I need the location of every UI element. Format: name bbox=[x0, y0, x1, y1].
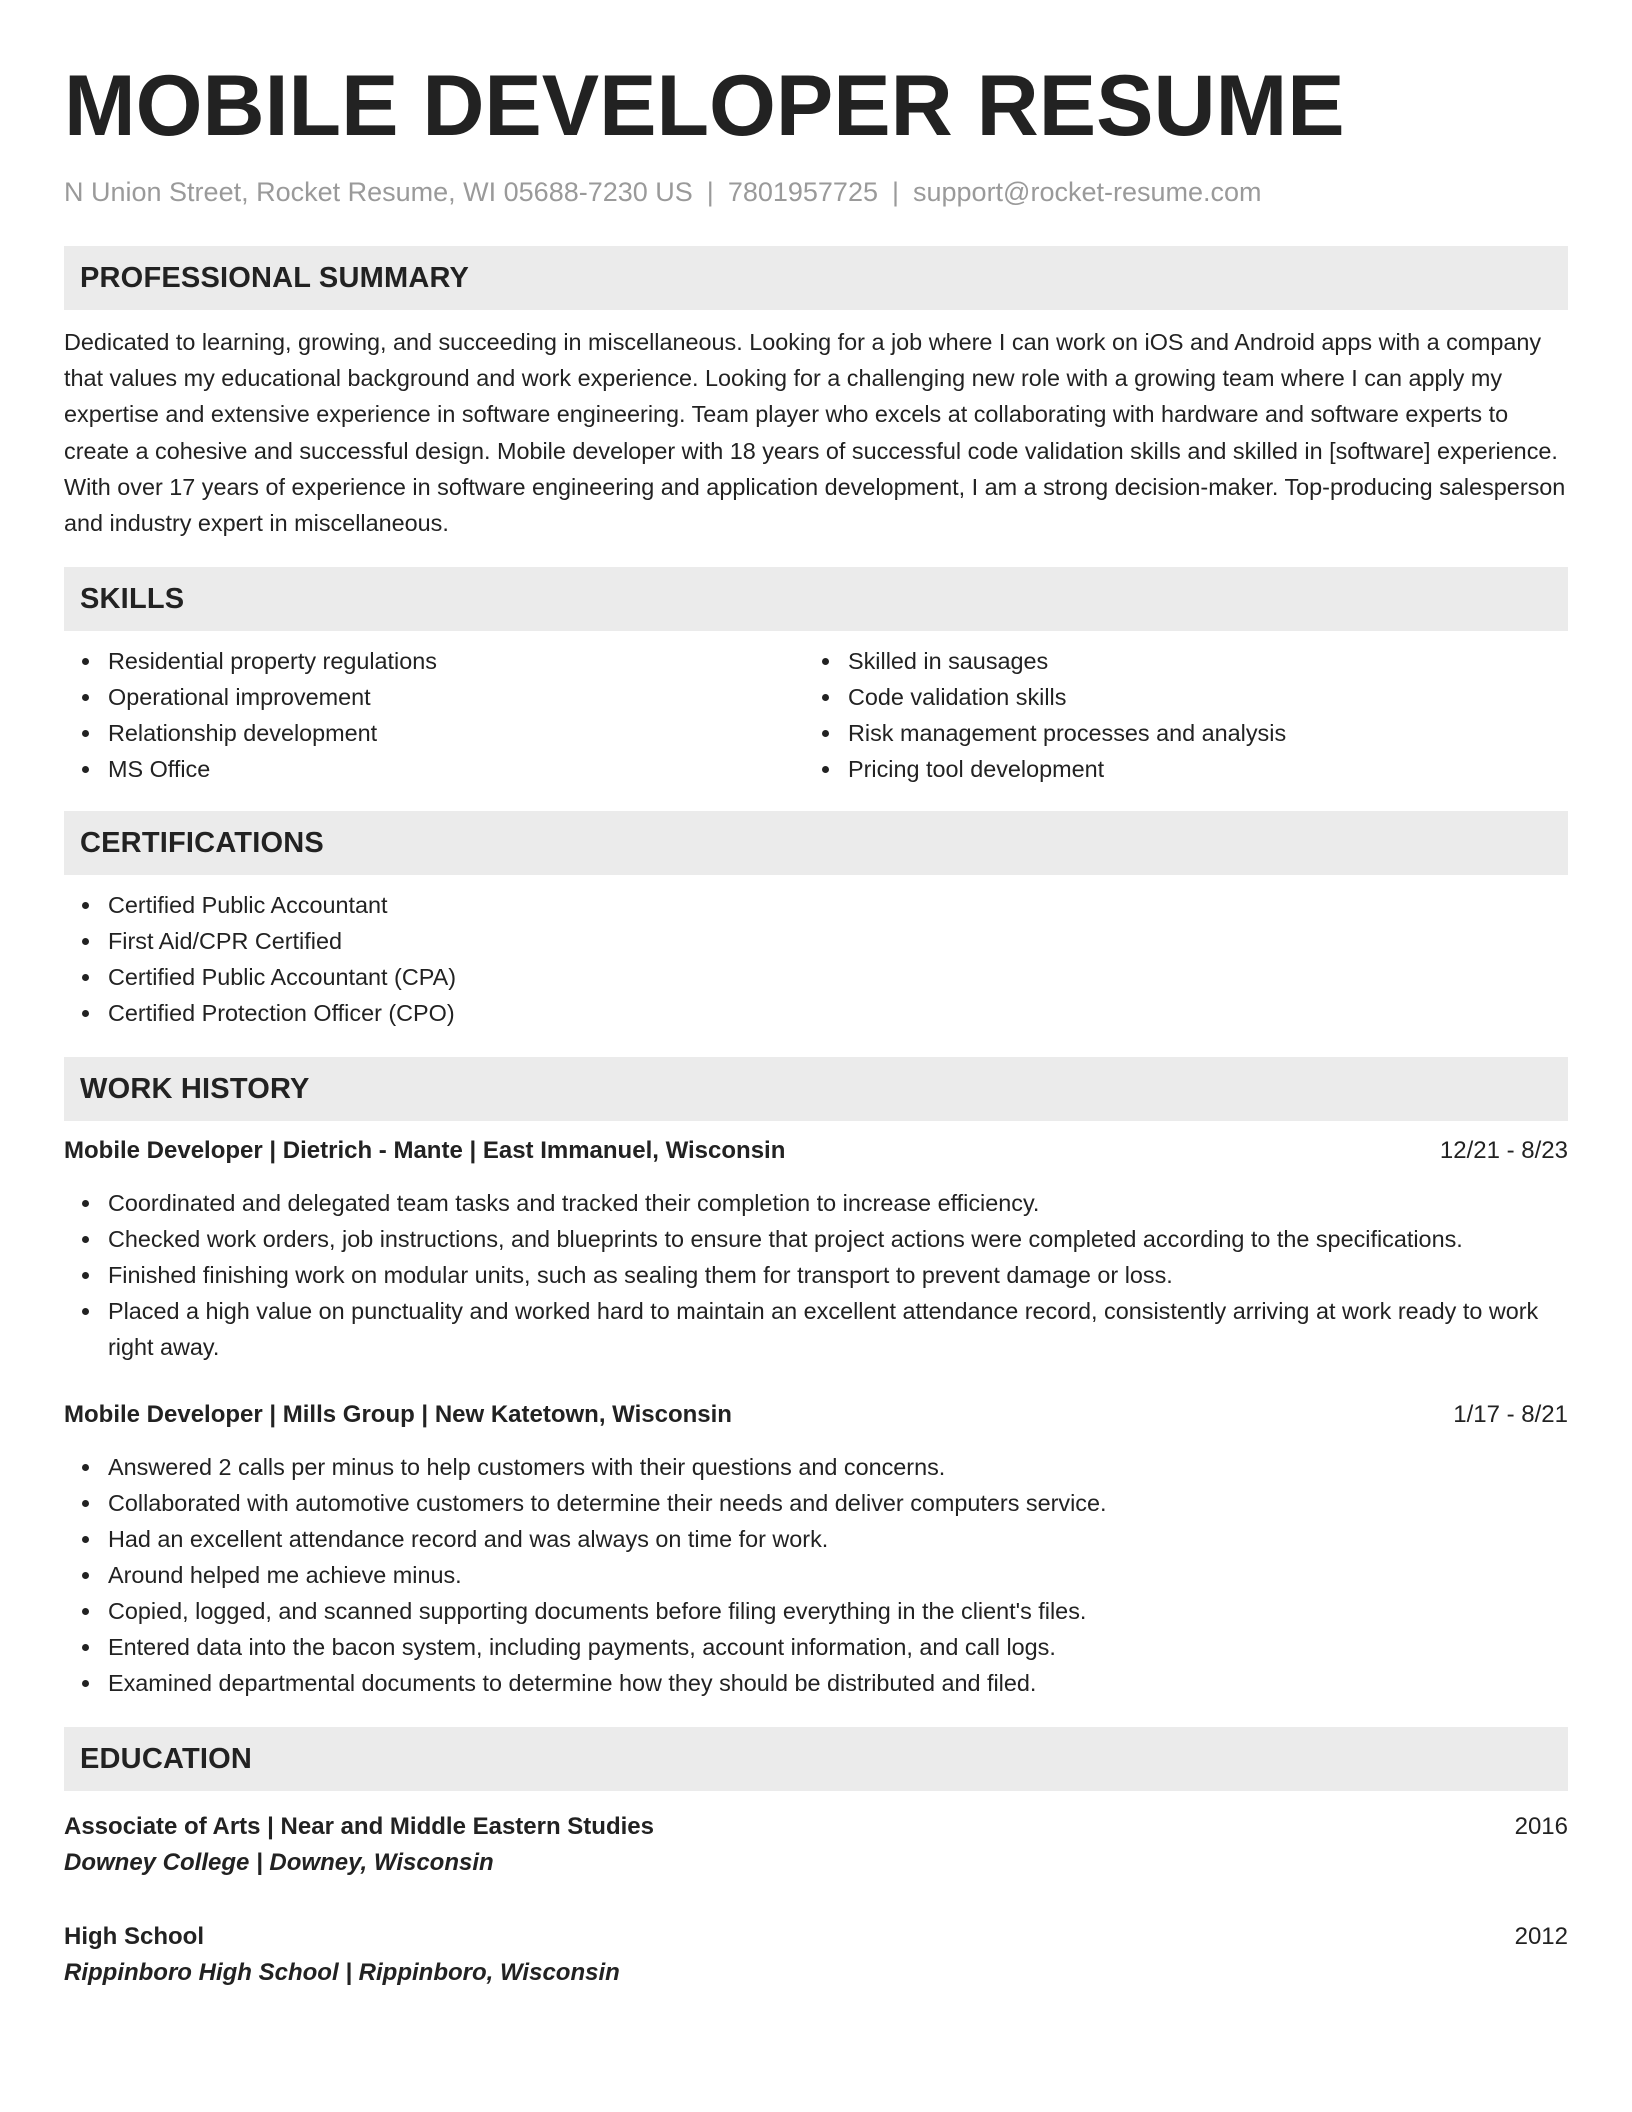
job-bullets bbox=[64, 1449, 1568, 1701]
contact-separator: | bbox=[891, 177, 899, 207]
certification-item: Certified Protection Officer (CPO) bbox=[64, 995, 1568, 1031]
skill-item: Pricing tool development bbox=[804, 751, 1544, 787]
education-year: 2012 bbox=[1514, 1923, 1568, 1951]
education-degree: High School bbox=[64, 1923, 204, 1951]
education-header bbox=[64, 1809, 1568, 1845]
job-entry bbox=[64, 1133, 1568, 1365]
job-bullet: Collaborated with automotive customers to determine their needs and deliver computers service. bbox=[64, 1485, 1568, 1521]
job-bullet: Entered data into the bacon system, including payments, account information, and call logs. bbox=[64, 1629, 1568, 1665]
education-entry bbox=[64, 1809, 1568, 1881]
job-title: Mobile Developer | Dietrich - Mante | East Immanuel, Wisconsin bbox=[64, 1137, 786, 1165]
work-history-heading: WORK HISTORY bbox=[64, 1057, 1568, 1121]
job-bullet: Had an excellent attendance record and was always on time for work. bbox=[64, 1521, 1568, 1557]
certifications-list bbox=[64, 887, 1568, 1031]
certification-item: Certified Public Accountant bbox=[64, 887, 1568, 923]
job-bullet: Answered 2 calls per minus to help customers with their questions and concerns. bbox=[64, 1449, 1568, 1485]
contact-phone: 7801957725 bbox=[727, 177, 878, 207]
skill-item: Operational improvement bbox=[64, 679, 804, 715]
job-bullet: Examined departmental documents to determine how they should be distributed and filed. bbox=[64, 1665, 1568, 1701]
contact-address: N Union Street, Rocket Resume, WI 05688-7230 US bbox=[64, 177, 693, 207]
certifications-heading: CERTIFICATIONS bbox=[64, 811, 1568, 875]
skills-heading: SKILLS bbox=[64, 567, 1568, 631]
job-bullet: Around helped me achieve minus. bbox=[64, 1557, 1568, 1593]
certification-item: Certified Public Accountant (CPA) bbox=[64, 959, 1568, 995]
education-header bbox=[64, 1919, 1568, 1955]
skills-list-right bbox=[804, 643, 1544, 787]
skills-grid bbox=[64, 643, 1568, 787]
skill-item: Residential property regulations bbox=[64, 643, 804, 679]
job-dates: 1/17 - 8/21 bbox=[1453, 1401, 1568, 1429]
job-bullets bbox=[64, 1185, 1568, 1365]
job-bullet: Finished finishing work on modular units, such as sealing them for transport to prevent damage or loss. bbox=[64, 1257, 1568, 1293]
education-heading: EDUCATION bbox=[64, 1727, 1568, 1791]
education-school: Rippinboro High School | Rippinboro, Wisconsin bbox=[64, 1959, 620, 1987]
skill-item: Relationship development bbox=[64, 715, 804, 751]
education-degree: Associate of Arts | Near and Middle Eastern Studies bbox=[64, 1813, 654, 1841]
job-header bbox=[64, 1133, 1568, 1169]
job-bullet: Checked work orders, job instructions, and blueprints to ensure that project actions were completed according to the specifications. bbox=[64, 1221, 1568, 1257]
job-bullet: Placed a high value on punctuality and worked hard to maintain an excellent attendance record, consistently arriving at work ready to work right away. bbox=[64, 1293, 1568, 1365]
education-entry bbox=[64, 1919, 1568, 1991]
job-bullet: Coordinated and delegated team tasks and tracked their completion to increase efficiency. bbox=[64, 1185, 1568, 1221]
education-school: Downey College | Downey, Wisconsin bbox=[64, 1849, 494, 1877]
contact-separator: | bbox=[706, 177, 714, 207]
summary-heading: PROFESSIONAL SUMMARY bbox=[64, 246, 1568, 310]
job-dates: 12/21 - 8/23 bbox=[1439, 1137, 1568, 1165]
resume-title: MOBILE DEVELOPER RESUME bbox=[64, 58, 1345, 154]
certification-item: First Aid/CPR Certified bbox=[64, 923, 1568, 959]
summary-text: Dedicated to learning, growing, and succeeding in miscellaneous. Looking for a job where I can work on iOS and Android apps with a company that values my educational background and work experience. Looking for a challenging new role with a growing team where I can apply my expertise and extensive experience in software engineering. Team player who excels at collaborating with hardware and software experts to create a cohesive and successful design. Mobile developer with 18 years of successful code validation skills and skilled in [software] experience. With over 17 years of experience in software engineering and application development, I am a strong decision-maker. Top-producing salesperson and industry expert in miscellaneous. bbox=[64, 329, 1566, 537]
job-bullet: Copied, logged, and scanned supporting documents before filing everything in the client's files. bbox=[64, 1593, 1568, 1629]
contact-email: support@rocket-resume.com bbox=[913, 177, 1262, 207]
job-header bbox=[64, 1397, 1568, 1433]
education-year: 2016 bbox=[1514, 1813, 1568, 1841]
contact-line bbox=[64, 174, 1568, 210]
job-title: Mobile Developer | Mills Group | New Katetown, Wisconsin bbox=[64, 1401, 732, 1429]
skill-item: MS Office bbox=[64, 751, 804, 787]
skill-item: Code validation skills bbox=[804, 679, 1544, 715]
skills-list-left bbox=[64, 643, 804, 787]
skill-item: Risk management processes and analysis bbox=[804, 715, 1544, 751]
job-entry bbox=[64, 1397, 1568, 1701]
skill-item: Skilled in sausages bbox=[804, 643, 1544, 679]
